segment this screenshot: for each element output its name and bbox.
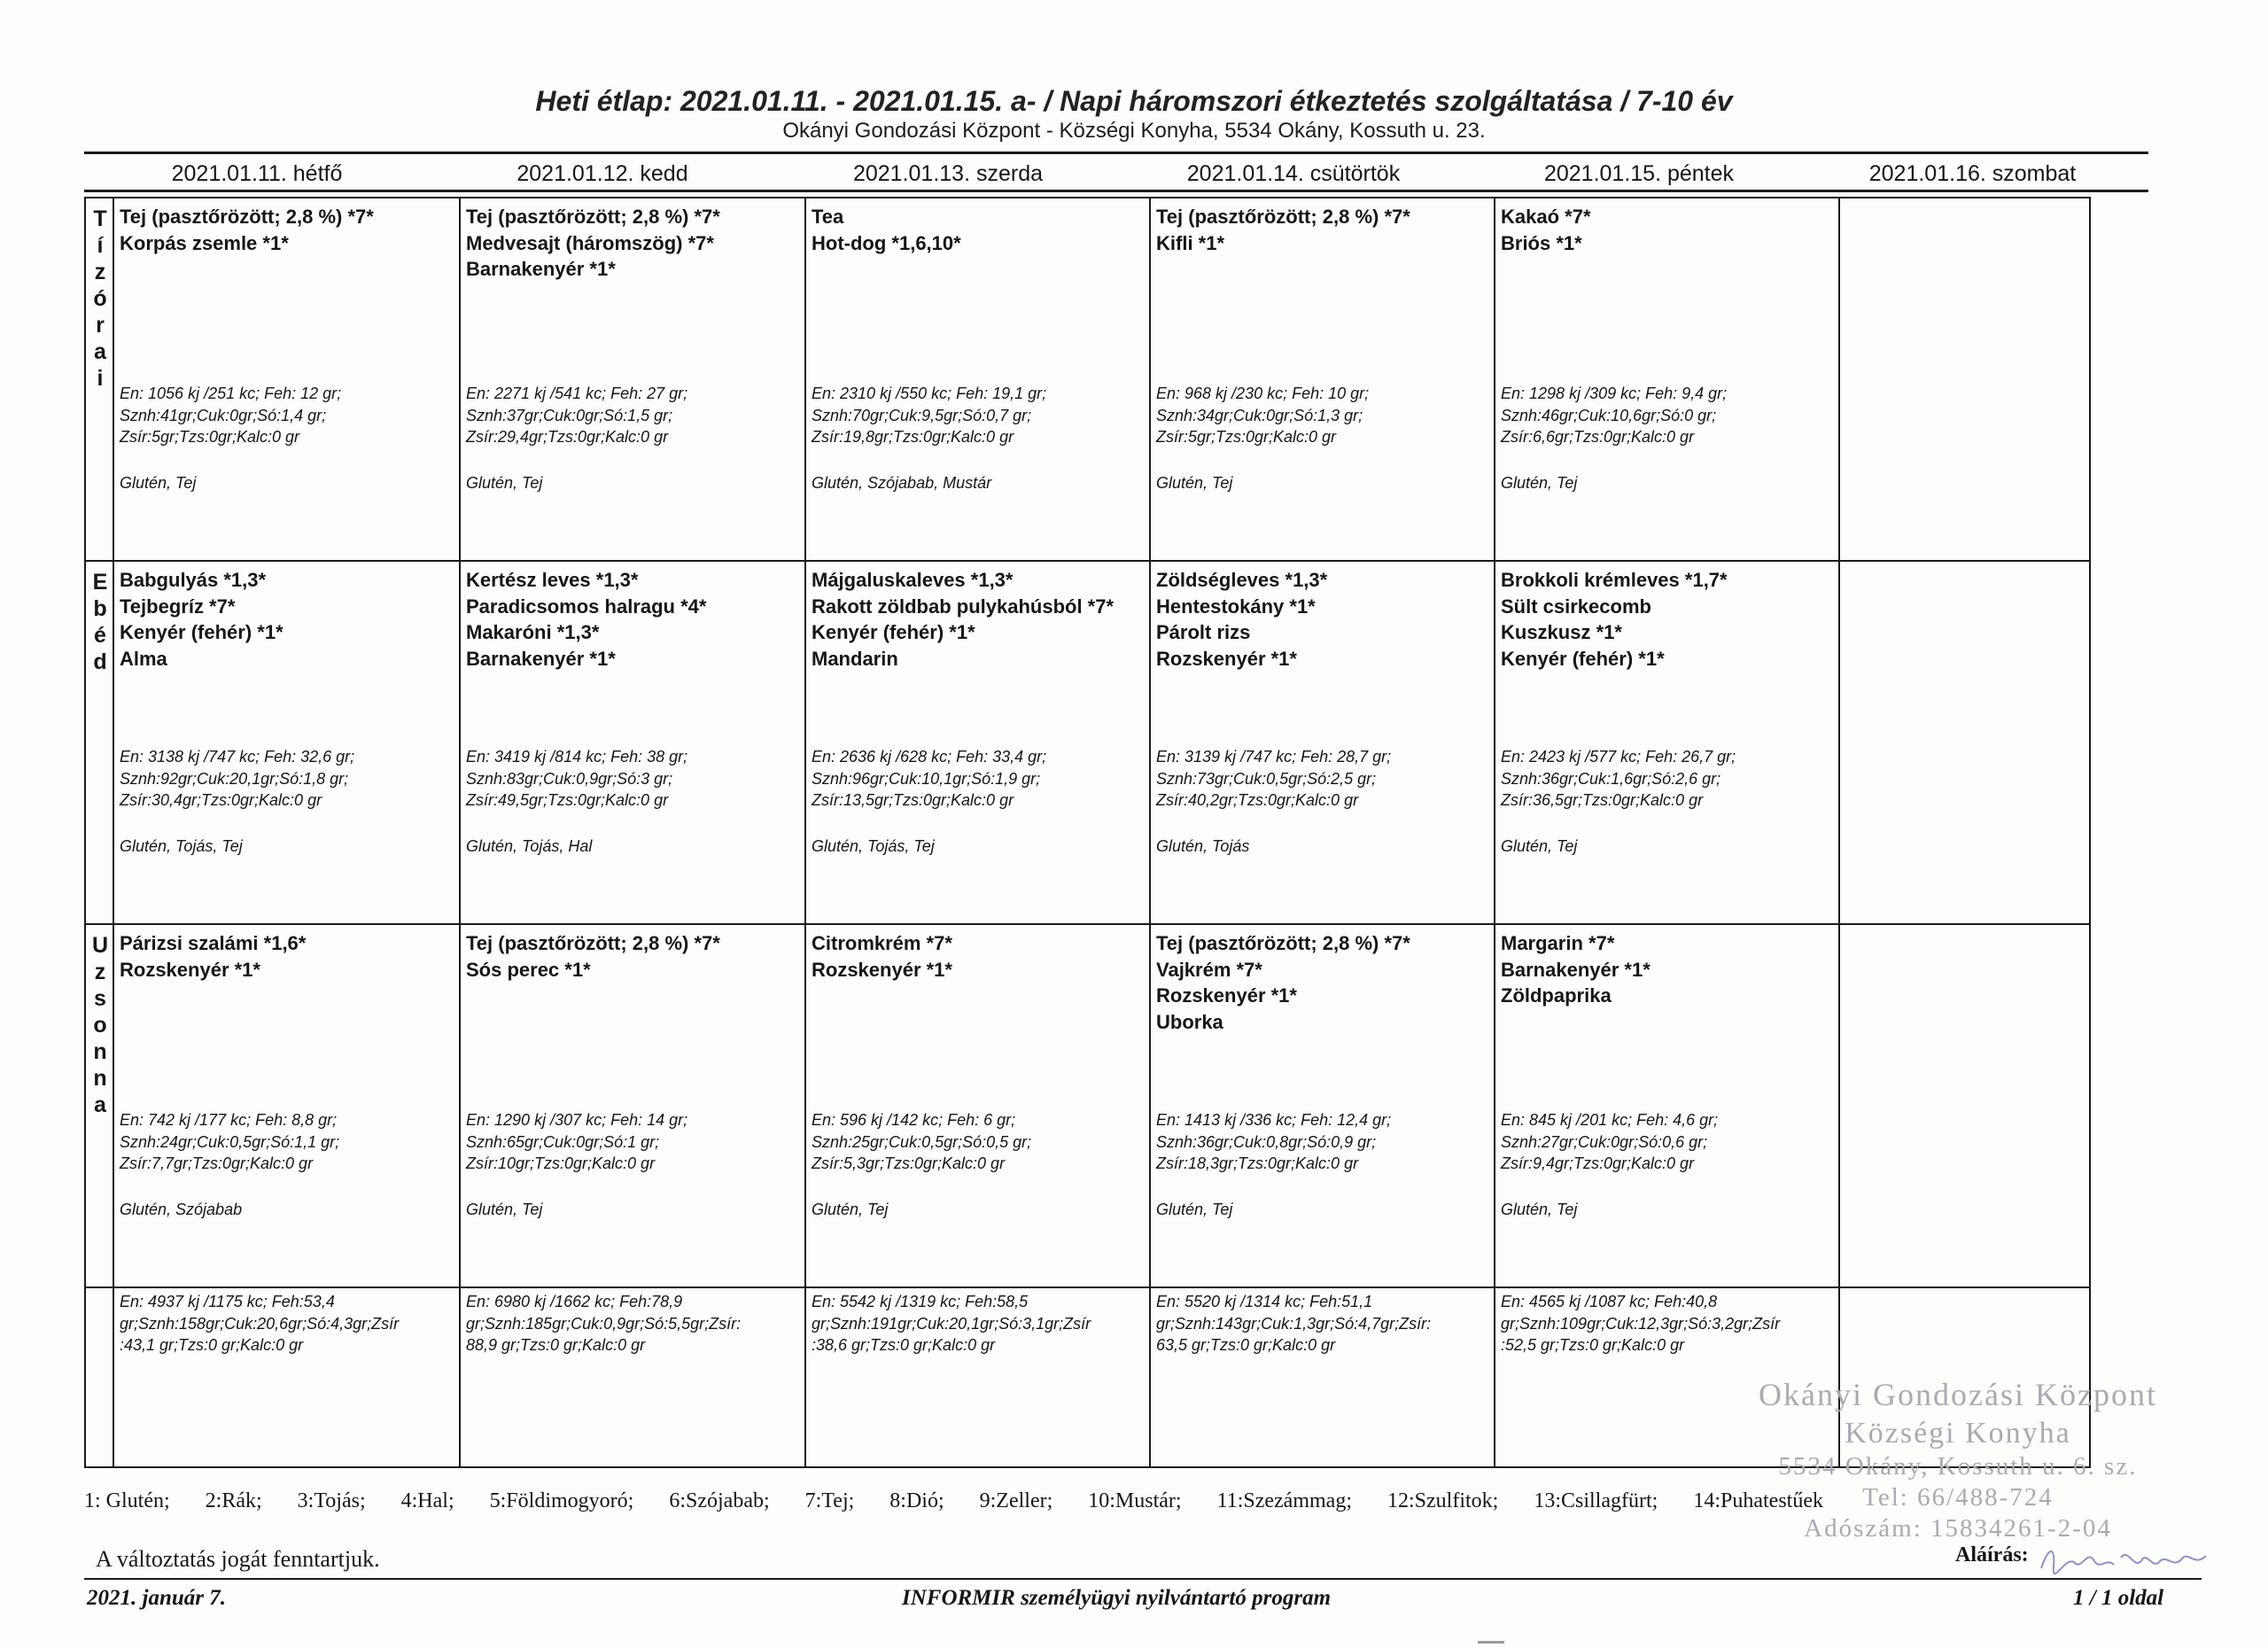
dish: Rozskenyér *1* [120,958,260,981]
nutrition-line: Zsír:7,7gr;Tzs:0gr;Kalc:0 gr [120,1154,314,1172]
nutrition-line: En: 742 kj /177 kc; Feh: 8,8 gr; [120,1111,338,1129]
dish: Kenyér (fehér) *1* [812,621,975,643]
legend-item: 14:Puhatestűek [1693,1489,1823,1512]
dish: Zöldpaprika [1501,984,1612,1007]
footer-program: INFORMIR személyügyi nyilvántartó program [902,1586,1332,1610]
nutrition-line: Sznh:96gr;Cuk:10,1gr;Só:1,9 gr; [812,769,1041,788]
menu-cell [1151,198,1494,560]
stamp-line: Adószám: 15834261-2-04 [1804,1514,2112,1543]
page-title: Heti étlap: 2021.01.11. - 2021.01.15. a- / Napi háromszori étkeztetés szolgáltatása / 7-10 év [535,85,1733,117]
allergen-list: Glutén, Tej [466,474,543,492]
footer-date: 2021. január 7. [87,1586,226,1610]
dish: Barnakenyér *1* [466,647,616,670]
dish: Citromkrém *7* [812,932,952,954]
dish: Hot-dog *1,6,10* [812,231,961,254]
nutrition-line: En: 3419 kj /814 kc; Feh: 38 gr; [466,748,688,766]
dish: Kertész leves *1,3* [466,569,639,591]
dish: Barnakenyér *1* [1501,958,1651,981]
stamp-line: Tel: 66/488-724 [1862,1483,2054,1512]
stamp-line: 5534 Okány, Kossuth u. 6. sz. [1778,1452,2138,1481]
dish: Tejbegríz *7* [120,595,236,618]
legend-item: 7:Tej; [804,1489,855,1512]
day-header-row [84,158,2133,190]
meal-label-ebed: E b é d [92,570,108,674]
legend-item: 1: Glutén; [84,1489,170,1512]
nutrition-line: Sznh:92gr;Cuk:20,1gr;Só:1,8 gr; [120,769,349,788]
legend-item: 5:Földimogyoró; [489,1489,634,1512]
nutrition-line: En: 3139 kj /747 kc; Feh: 28,7 gr; [1156,748,1392,766]
day-header-tue: 2021.01.12. kedd [517,161,688,186]
nutrition-line: En: 1290 kj /307 kc; Feh: 14 gr; [466,1111,688,1129]
daily-total-line: gr;Sznh:143gr;Cuk:1,3gr;Só:4,7gr;Zsír: [1156,1314,1432,1333]
menu-cell [461,562,804,923]
nutrition-line: Zsír:49,5gr;Tzs:0gr;Kalc:0 gr [466,791,669,809]
dish: Mandarin [812,647,898,670]
daily-total-line: gr;Sznh:158gr;Cuk:20,6gr;Só:4,3gr;Zsír [120,1314,400,1333]
dish: Brokkoli krémleves *1,7* [1501,569,1728,591]
grid-line [1838,198,1840,1466]
legend-item: 9:Zeller; [979,1489,1053,1512]
daily-total-cell [1151,1288,1494,1465]
header-rule [84,152,2148,154]
daily-total-line: En: 4565 kj /1087 kc; Feh:40,8 [1501,1293,1718,1310]
legend-item: 13:Csillagfürt; [1534,1489,1658,1512]
dish: Párolt rizs [1156,621,1251,643]
daily-total-line: 63,5 gr;Tzs:0 gr;Kalc:0 gr [1156,1336,1336,1354]
menu-cell [806,562,1149,923]
dish: Medvesajt (háromszög) *7* [466,231,714,254]
nutrition-line: Sznh:27gr;Cuk:0gr;Só:0,6 gr; [1501,1132,1708,1151]
menu-cell [1151,925,1494,1287]
daily-total-line: En: 6980 kj /1662 kc; Feh:78,9 [466,1293,683,1310]
allergen-list: Glutén, Tojás, Tej [812,837,935,855]
dish: Margarin *7* [1501,932,1615,954]
dish: Kakaó *7* [1501,206,1591,228]
footer-rule [84,1578,2202,1580]
legend-item: 3:Tojás; [297,1489,366,1512]
dish: Kenyér (fehér) *1* [120,621,284,643]
nutrition-line: Sznh:34gr;Cuk:0gr;Só:1,3 gr; [1156,406,1363,424]
nutrition-line: Sznh:70gr;Cuk:9,5gr;Só:0,7 gr; [812,406,1032,424]
legend-item: 8:Dió; [889,1489,944,1512]
scan-artifact [1478,1641,1504,1644]
nutrition-line: En: 968 kj /230 kc; Feh: 10 gr; [1156,385,1370,402]
stamp-line: Községi Konyha [1845,1417,2071,1450]
dish: Makaróni *1,3* [466,621,600,643]
dish: Sült csirkecomb [1501,595,1651,618]
allergen-list: Glutén, Tej [1156,474,1233,492]
nutrition-line: Sznh:36gr;Cuk:1,6gr;Só:2,6 gr; [1501,769,1721,788]
menu-cell [1495,562,1838,923]
allergen-list: Glutén, Tej [1501,474,1578,492]
allergen-legend [84,1489,2122,1513]
dish: Májgaluskaleves *1,3* [812,569,1014,591]
nutrition-line: Zsír:40,2gr;Tzs:0gr;Kalc:0 gr [1156,791,1359,809]
menu-cell [806,198,1149,560]
day-header-fri: 2021.01.15. péntek [1543,161,1735,186]
nutrition-line: Sznh:65gr;Cuk:0gr;Só:1 gr; [466,1132,660,1151]
nutrition-line: En: 3138 kj /747 kc; Feh: 32,6 gr; [120,748,355,766]
allergen-list: Glutén, Tej [1156,1201,1233,1218]
nutrition-line: En: 845 kj /201 kc; Feh: 4,6 gr; [1501,1111,1719,1129]
reservation-note: A változtatás jogát fenntartjuk. [96,1546,380,1572]
menu-cell [806,925,1149,1287]
dish: Kenyér (fehér) *1* [1501,647,1665,670]
allergen-list: Glutén, Tej [466,1201,543,1218]
nutrition-line: Zsír:5gr;Tzs:0gr;Kalc:0 gr [1156,428,1337,446]
nutrition-line: Zsír:5gr;Tzs:0gr;Kalc:0 gr [120,428,300,446]
daily-total-line: 88,9 gr;Tzs:0 gr;Kalc:0 gr [466,1336,646,1354]
handwritten-signature [2036,1531,2213,1584]
allergen-list: Glutén, Szójabab [120,1201,243,1218]
dish: Rozskenyér *1* [1156,647,1297,670]
dish: Uborka [1156,1010,1223,1033]
meal-label-tizorai: T í z ó r a i [93,206,107,391]
dish: Tej (pasztőrözött; 2,8 %) *7* [466,206,720,228]
nutrition-line: Zsír:19,8gr;Tzs:0gr;Kalc:0 gr [812,428,1014,446]
menu-cell [1495,925,1838,1287]
menu-cell [461,925,804,1287]
daily-total-line: :38,6 gr;Tzs:0 gr;Kalc:0 gr [812,1336,996,1354]
footer-page: 1 / 1 oldal [2073,1586,2164,1610]
nutrition-line: En: 2423 kj /577 kc; Feh: 26,7 gr; [1501,748,1736,766]
nutrition-line: Sznh:46gr;Cuk:10,6gr;Só:0 gr; [1501,406,1717,424]
menu-cell [461,198,804,560]
stamp-line: Okányi Gondozási Központ [1759,1377,2157,1412]
daily-total-cell [806,1288,1149,1465]
allergen-list: Glutén, Tojás, Tej [120,837,243,855]
nutrition-line: En: 596 kj /142 kc; Feh: 6 gr; [812,1111,1016,1129]
daily-total-line: gr;Sznh:185gr;Cuk:0,9gr;Só:5,5gr;Zsír: [466,1314,742,1333]
dish: Kuszkusz *1* [1501,621,1622,643]
day-header-sat: 2021.01.16. szombat [1868,161,2077,186]
daily-total-line: gr;Sznh:109gr;Cuk:12,3gr;Só:3,2gr;Zsír [1501,1314,1781,1333]
nutrition-line: En: 1413 kj /336 kc; Feh: 12,4 gr; [1156,1111,1392,1129]
dish: Zöldségleves *1,3* [1156,569,1328,591]
menu-cell [114,198,459,560]
dish: Babgulyás *1,3* [120,569,267,591]
nutrition-line: Zsír:30,4gr;Tzs:0gr;Kalc:0 gr [120,791,322,809]
allergen-list: Glutén, Tojás, Hal [466,837,593,855]
nutrition-line: Sznh:41gr;Cuk:0gr;Só:1,4 gr; [120,406,327,424]
dish: Sós perec *1* [466,958,591,981]
nutrition-line: Zsír:10gr;Tzs:0gr;Kalc:0 gr [466,1154,656,1172]
dish: Párizsi szalámi *1,6* [120,932,307,954]
nutrition-line: En: 2636 kj /628 kc; Feh: 33,4 gr; [812,748,1047,766]
signature-label: Aláírás: [1955,1543,2029,1566]
nutrition-line: Zsír:13,5gr;Tzs:0gr;Kalc:0 gr [812,791,1014,809]
nutrition-line: En: 1298 kj /309 kc; Feh: 9,4 gr; [1501,385,1728,402]
nutrition-line: Zsír:9,4gr;Tzs:0gr;Kalc:0 gr [1501,1154,1695,1172]
nutrition-line: Sznh:37gr;Cuk:0gr;Só:1,5 gr; [466,406,673,424]
dish: Vajkrém *7* [1156,958,1262,981]
dish: Korpás zsemle *1* [120,231,289,254]
allergen-list: Glutén, Tej [1501,1201,1578,1218]
allergen-list: Glutén, Tej [1501,837,1578,855]
daily-total-line: gr;Sznh:191gr;Cuk:20,1gr;Só:3,1gr;Zsír [812,1314,1091,1333]
menu-cell [114,925,459,1287]
nutrition-line: Sznh:24gr;Cuk:0,5gr;Só:1,1 gr; [120,1132,340,1151]
menu-cell [114,562,459,923]
dish: Rozskenyér *1* [812,958,952,981]
dish: Briós *1* [1501,231,1582,254]
daily-total-line: En: 4937 kj /1175 kc; Feh:53,4 [120,1293,335,1310]
daily-total-line: :43,1 gr;Tzs:0 gr;Kalc:0 gr [120,1336,304,1354]
dish: Paradicsomos halragu *4* [466,595,707,618]
dish: Tej (pasztőrözött; 2,8 %) *7* [1156,206,1410,228]
nutrition-line: Zsír:18,3gr;Tzs:0gr;Kalc:0 gr [1156,1154,1359,1172]
page-subtitle: Okányi Gondozási Központ - Községi Konyha, 5534 Okány, Kossuth u. 23. [782,119,1486,143]
dish: Rakott zöldbab pulykahúsból *7* [812,595,1115,618]
allergen-list: Glutén, Szójabab, Mustár [812,474,992,492]
nutrition-line: Sznh:83gr;Cuk:0,9gr;Só:3 gr; [466,769,673,788]
daily-total-line: En: 5542 kj /1319 kc; Feh:58,5 [812,1293,1029,1310]
nutrition-line: Zsír:29,4gr;Tzs:0gr;Kalc:0 gr [466,428,669,446]
nutrition-line: Sznh:25gr;Cuk:0,5gr;Só:0,5 gr; [812,1132,1032,1151]
daily-total-line: En: 5520 kj /1314 kc; Feh:51,1 [1156,1293,1373,1310]
allergen-list: Glutén, Tej [120,474,197,492]
dish: Rozskenyér *1* [1156,984,1297,1007]
legend-item: 11:Szezámmag; [1216,1489,1352,1512]
nutrition-line: Sznh:36gr;Cuk:0,8gr;Só:0,9 gr; [1156,1132,1377,1151]
daily-total-line: :52,5 gr;Tzs:0 gr;Kalc:0 gr [1501,1336,1685,1354]
dish: Tej (pasztőrözött; 2,8 %) *7* [466,932,720,954]
daily-total-cell [461,1288,804,1465]
legend-item: 10:Mustár; [1088,1489,1182,1512]
menu-grid [84,197,2091,1468]
legend-item: 6:Szójabab; [669,1489,770,1512]
dish: Kifli *1* [1156,231,1225,254]
daily-total-cell [114,1288,459,1465]
nutrition-line: Sznh:73gr;Cuk:0,5gr;Só:2,5 gr; [1156,769,1377,788]
nutrition-line: Zsír:5,3gr;Tzs:0gr;Kalc:0 gr [812,1154,1006,1172]
allergen-list: Glutén, Tojás [1156,837,1250,855]
nutrition-line: En: 2271 kj /541 kc; Feh: 27 gr; [466,385,688,402]
day-header-rule [84,190,2148,192]
day-header-thu: 2021.01.14. csütörtök [1186,161,1401,186]
dish: Tej (pasztőrözött; 2,8 %) *7* [120,206,374,228]
legend-item: 12:Szulfitok; [1386,1489,1499,1512]
official-stamp [1728,1376,2188,1543]
nutrition-line: Zsír:36,5gr;Tzs:0gr;Kalc:0 gr [1501,791,1704,809]
dish: Tej (pasztőrözött; 2,8 %) *7* [1156,932,1410,954]
dish: Alma [120,647,167,670]
nutrition-line: En: 2310 kj /550 kc; Feh: 19,1 gr; [812,385,1047,402]
legend-item: 2:Rák; [205,1489,262,1512]
dish: Tea [812,206,844,228]
meal-label-uzsonna: U z s o n n a [91,933,109,1117]
allergen-list: Glutén, Tej [812,1201,889,1218]
legend-item: 4:Hal; [400,1489,454,1512]
menu-cell [1495,198,1838,560]
nutrition-line: Zsír:6,6gr;Tzs:0gr;Kalc:0 gr [1501,428,1695,446]
day-header-mon: 2021.01.11. hétfő [171,161,343,186]
dish: Barnakenyér *1* [466,258,616,280]
nutrition-line: En: 1056 kj /251 kc; Feh: 12 gr; [120,385,342,402]
dish: Hentestokány *1* [1156,595,1316,618]
menu-cell [1151,562,1494,923]
day-header-wed: 2021.01.13. szerda [852,161,1044,186]
